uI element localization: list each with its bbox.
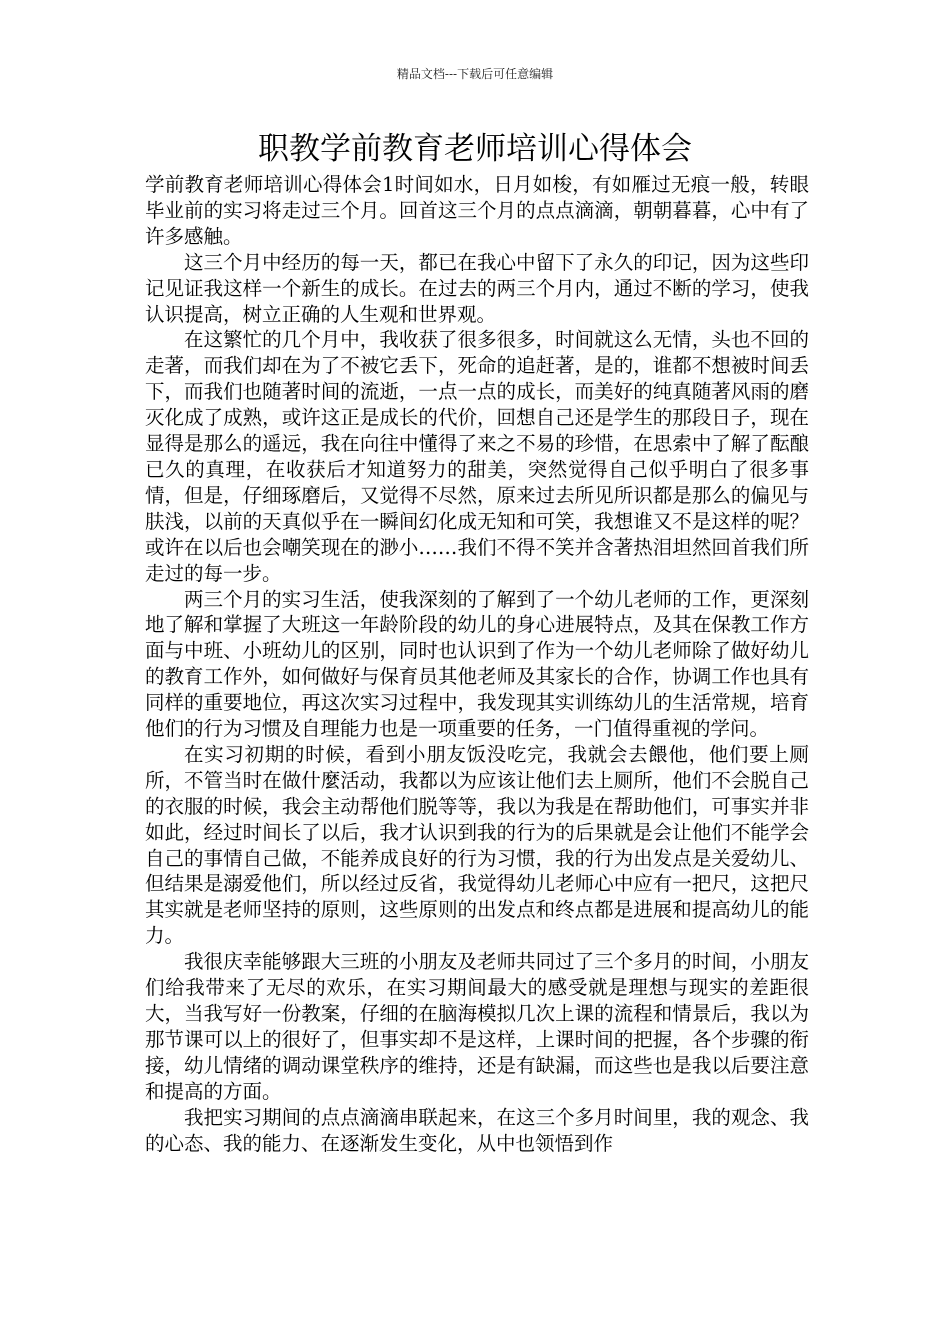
paragraph: 在这繁忙的几个月中，我收获了很多很多，时间就这么无情，头也不回的走著，而我们却在为了不被它丢下，死命的追赶著，是的，谁都不想被时间丢下，而我们也随著时间的流逝，一点一点的成长，而美好的纯真随著风雨的磨灭化成了成熟，或许这正是成长的代价，回想自己还是学生的那段日子，现在显得是那么的遥远，我在向往中懂得了来之不易的珍惜，在思索中了解了酝酿已久的真理，在收获后才知道努力的甜美，突然觉得自己似乎明白了很多事情，但是，仔细琢磨后，又觉得不尽然，原来过去所见所识都是那么的偏见与肤浅，以前的天真似乎在一瞬间幻化成无知和可笑，我想谁又不是这样的呢？或许在以后也会嘲笑现在的渺小……我们不得不笑并含著热泪坦然回首我们所走过的每一步。 (145, 328, 809, 585)
paragraph: 这三个月中经历的每一天，都已在我心中留下了永久的印记，因为这些印记见证我这样一个新生的成长。在过去的两三个月内，通过不断的学习，使我认识提高，树立正确的人生观和世界观。 (145, 250, 809, 326)
paragraph: 我很庆幸能够跟大三班的小朋友及老师共同过了三个多月的时间，小朋友们给我带来了无尽的欢乐，在实习期间最大的感受就是理想与现实的差距很大，当我写好一份教案，仔细的在脑海模拟几次上课的流程和情景后，我以为那节课可以上的很好了，但事实却不是这样，上课时间的把握，各个步骤的衔接，幼儿情绪的调动课堂秩序的维持，还是有缺漏，而这些也是我以后要注意和提高的方面。 (145, 950, 809, 1103)
page-header: 精品文档---下载后可任意编辑 (396, 67, 554, 81)
paragraph: 我把实习期间的点点滴滴串联起来，在这三个多月时间里，我的观念、我的心态、我的能力、在逐渐发生变化，从中也领悟到作 (145, 1105, 809, 1155)
paragraph: 学前教育老师培训心得体会1时间如水，日月如梭，有如雁过无痕一般，转眼毕业前的实习将走过三个月。回首这三个月的点点滴滴，朝朝暮暮，心中有了许多感触。 (145, 173, 809, 248)
paragraph: 两三个月的实习生活，使我深刻的了解到了一个幼儿老师的工作，更深刻地了解和掌握了大班这一年龄阶段的幼儿的身心进展特点，及其在保教工作方面与中班、小班幼儿的区别，同时也认识到了作为一个幼儿老师除了做好幼儿的教育工作外，如何做好与保育员其他老师及其家长的合作，协调工作也具有同样的重要地位，再这次实习过程中，我发现其实训练幼儿的生活常规，培育他们的行为习惯及自理能力也是一项重要的任务，一门值得重视的学问。 (145, 587, 809, 741)
document-body (145, 172, 809, 1156)
paragraph: 在实习初期的时候，看到小朋友饭没吃完，我就会去餵他，他们要上厕所，不管当时在做什麼活动，我都以为应该让他们去上厕所，他们不会脱自己的衣服的时候，我会主动帮他们脱等等，我以为我是在帮助他们，可事实并非如此，经过时间长了以后，我才认识到我的行为的后果就是会让他们不能学会自己的事情自己做，不能养成良好的行为习惯，我的行为出发点是关爱幼儿、但结果是溺爱他们，所以经过反省，我觉得幼儿老师心中应有一把尺，这把尺其实就是老师坚持的原则，这些原则的出发点和终点都是进展和提高幼儿的能力。 (145, 742, 809, 948)
document-title: 职教学前教育老师培训心得体会 (258, 131, 692, 167)
